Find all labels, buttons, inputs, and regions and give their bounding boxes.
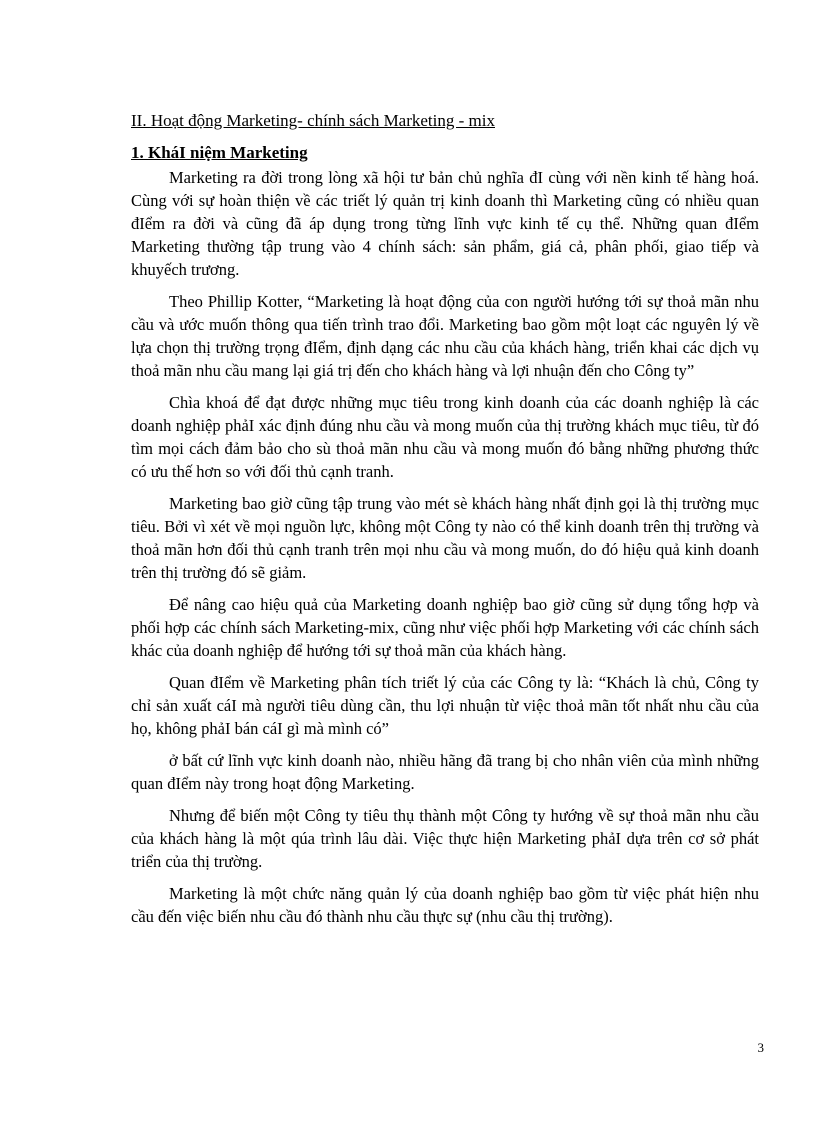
- subsection-title: 1. KháI niệm Marketing: [131, 143, 308, 162]
- paragraph-2: Theo Phillip Kotter, “Marketing là hoạt động của con người hướng tới sự thoả mãn nhu cầu và ước muốn thông qua tiến trình trao đổi. Marketing bao gồm một loạt các nguyên lý về lựa chọn thị trường trọng đIểm, định dạng các nhu cầu của khách hàng, triển khai các dịch vụ thoả mãn nhu cầu mang lại giá trị đến cho khách hàng và lợi nhuận đến cho Công ty”: [131, 292, 759, 380]
- paragraph-9: Marketing là một chức năng quản lý của doanh nghiệp bao gồm từ việc phát hiện nhu cầu đến việc biến nhu cầu đó thành nhu cầu thực sự (nhu cầu thị trường).: [131, 884, 759, 926]
- section-title: II. Hoạt động Marketing- chính sách Marketing - mix: [131, 111, 495, 130]
- paragraph-8: Nhưng để biến một Công ty tiêu thụ thành một Công ty hướng về sự thoả mãn nhu cầu của khách hàng là một qúa trình lâu dài. Việc thực hiện Marketing phảI dựa trên cơ sở phát triển của thị trường.: [131, 806, 759, 871]
- paragraph-1: Marketing ra đời trong lòng xã hội tư bản chủ nghĩa đI cùng với nền kinh tế hàng hoá. Cùng với sự hoàn thiện về các triết lý quản trị kinh doanh thì Marketing cũng có nhiều quan đIểm ra đời và cũng đã áp dụng trong từng lĩnh vực kinh tế cụ thể. Những quan đIểm Marketing thường tập trung vào 4 chính sách: sản phẩm, giá cả, phân phối, giao tiếp và khuyếch trương.: [131, 168, 759, 279]
- page-number: 3: [757, 1040, 764, 1055]
- paragraph-5: Để nâng cao hiệu quả của Marketing doanh nghiệp bao giờ cũng sử dụng tổng hợp và phối hợp các chính sách Marketing-mix, cũng như việc phối hợp Marketing với các chính sách khác của doanh nghiệp để hướng tới sự thoả mãn của khách hàng.: [131, 595, 759, 660]
- paragraph-7: ở bất cứ lĩnh vực kinh doanh nào, nhiều hãng đã trang bị cho nhân viên của mình những quan đIểm này trong hoạt động Marketing.: [131, 751, 759, 793]
- paragraph-4: Marketing bao giờ cũng tập trung vào mét sè khách hàng nhất định gọi là thị trường mục tiêu. Bởi vì xét về mọi nguồn lực, không một Công ty nào có thể kinh doanh trên thị trường và thoả mãn hơn đối thủ cạnh tranh trên mọi nhu cầu và mong muốn, do đó hiệu quả kinh doanh trên thị trường đó sẽ giảm.: [131, 494, 759, 582]
- paragraph-6: Quan đIểm về Marketing phân tích triết lý của các Công ty là: “Khách là chủ, Công ty chỉ sản xuất cáI mà người tiêu dùng cần, thu lợi nhuận từ việc thoả mãn tốt nhất nhu cầu của họ, không phảI bán cáI gì mà mình có”: [131, 673, 759, 738]
- paragraph-3: Chìa khoá để đạt được những mục tiêu trong kinh doanh của các doanh nghiệp là các doanh nghiệp phảI xác định đúng nhu cầu và mong muốn của thị trường khách mục tiêu, từ đó tìm mọi cách đảm bảo cho sù thoả mãn nhu cầu và mong muốn đó bằng những phương thức có ưu thế hơn so với đối thủ cạnh tranh.: [131, 393, 759, 481]
- page-content: [131, 110, 759, 937]
